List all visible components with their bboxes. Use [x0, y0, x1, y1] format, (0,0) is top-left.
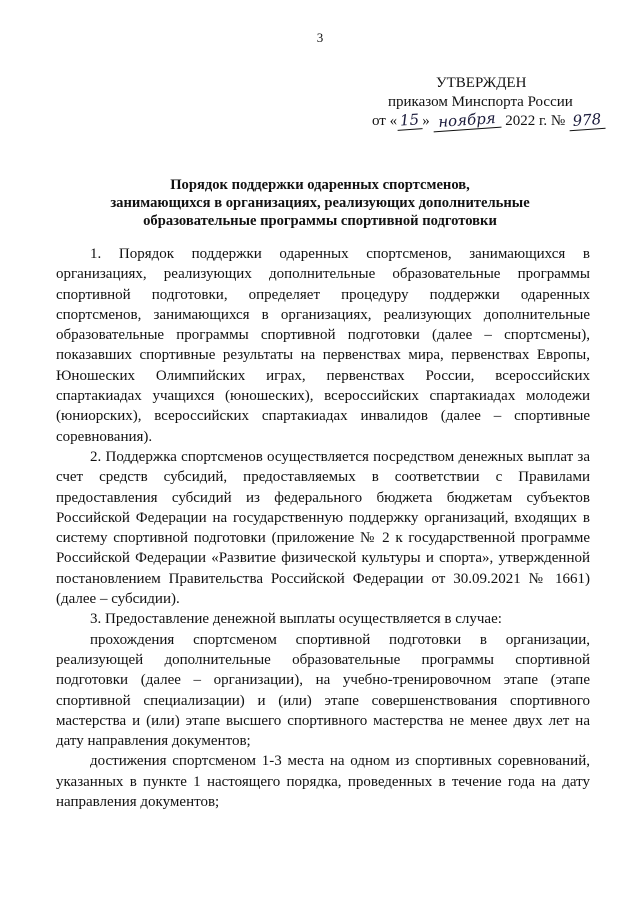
title-line-3: образовательные программы спортивной подготовки	[143, 213, 497, 229]
approval-order: приказом Минспорта России	[388, 94, 573, 110]
handwritten-day: 15	[397, 111, 423, 131]
approval-date-prefix: от «	[372, 113, 398, 129]
document-body	[56, 244, 590, 812]
approval-title: УТВЕРЖДЕН	[436, 75, 527, 91]
approval-date-mid: »	[422, 113, 430, 129]
paragraph-2: 2. Поддержка спортсменов осуществляется посредством денежных выплат за счет средств субсидий, предоставляемых в соответствии с Правилами предоставления субсидий из федерального бюджета бюджетам субъектов Российской Федерации на государственную поддержку организаций, входящих в систему спортивной подготовки (приложение № 2 к государственной программе Российской Федерации «Развитие физической культуры и спорта», утвержденной постановлением Правительства Российской Федерации от 30.09.2021 № 1661) (далее – субсидии).	[56, 448, 590, 608]
paragraph-5: достижения спортсменом 1-3 места на одном из спортивных соревнований, указанных в пункте 1 настоящего порядка, проведенных в течение года на дату направления документов;	[56, 753, 590, 811]
handwritten-order-number: 978	[568, 111, 605, 131]
approval-stamp	[372, 74, 602, 131]
approval-date-line	[372, 109, 602, 131]
title-line-2: занимающихся в организациях, реализующих дополнительные	[110, 195, 530, 211]
page-number: 3	[316, 30, 324, 45]
paragraph-4: прохождения спортсменом спортивной подготовки в организации, реализующей дополнительные образовательные программы спортивной подготовки (далее – организации), на учебно-тренировочном этапе (этапе спортивной специализации) и (или) этапе совершенствования спортивного мастерства и (или) этапе высшего спортивного мастерства не менее двух лет на дату направления документов;	[56, 631, 590, 750]
document-title	[60, 176, 580, 230]
title-line-1: Порядок поддержки одаренных спортсменов,	[170, 177, 470, 193]
paragraph-1: 1. Порядок поддержки одаренных спортсменов, занимающихся в организациях, реализующих дополнительные образовательные программы спортивной подготовки, определяет процедуру поддержки одаренных спортсменов, занимающихся в организациях, реализующих дополнительные образовательные программы спортивной подготовки (далее – спортсмены), показавших спортивные результаты на первенствах мира, первенствах Европы, Юношеских Олимпийских играх, первенствах России, всероссийских спартакиадах учащихся (юношеских), всероссийских спартакиадах молодежи (юниорских), всероссийских спартакиадах инвалидов (далее – спортивные соревнования).	[56, 246, 590, 445]
approval-year: 2022 г. №	[505, 113, 566, 129]
paragraph-3: 3. Предоставление денежной выплаты осуществляется в случае:	[90, 611, 502, 628]
handwritten-month: ноября	[433, 110, 502, 133]
